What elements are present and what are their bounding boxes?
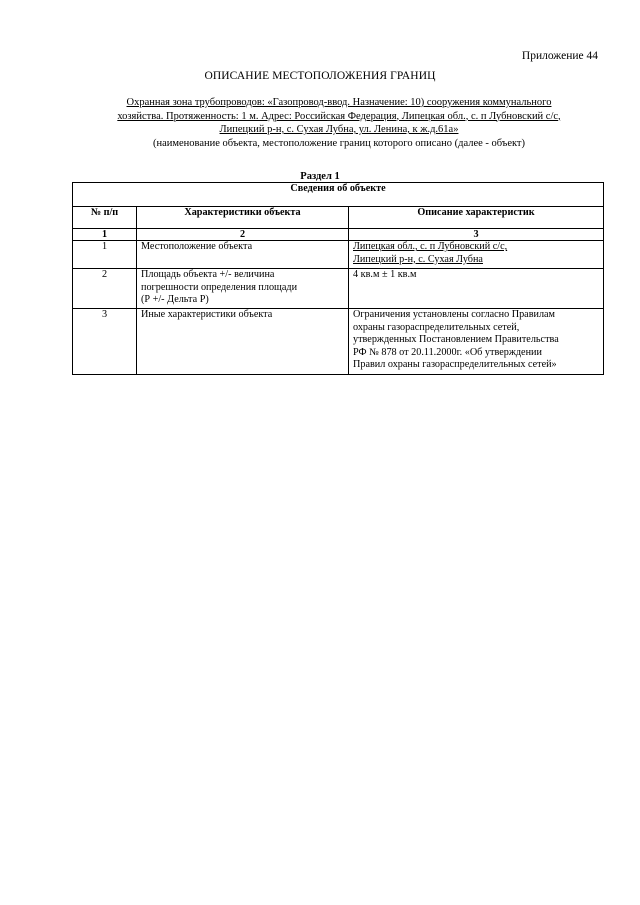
object-line-1: Охранная зона трубопроводов: «Газопровод-ввод. Назначение: 10) сооружения коммунального [126,97,552,108]
object-line-3: Липецкий р-н, с. Сухая Лубна, ул. Ленина, к ж.д.61а» [219,124,459,135]
table-row [73,241,604,269]
characteristic-line: Площадь объекта +/- величина [141,269,275,280]
row-description: 4 кв.м ± 1 кв.м [349,269,604,309]
description-line: Ограничения установлены согласно Правилам [353,309,556,320]
row-number: 2 [73,269,137,309]
column-number-3: 3 [349,229,604,241]
row-characteristic: Иные характеристики объекта [137,309,349,375]
table-row [73,309,604,375]
appendix-label: Приложение 44 [521,50,598,62]
column-header-characteristic: Характеристики объекта [137,207,349,229]
table-row [73,269,604,309]
table-header-row [73,207,604,229]
description-line: Правил охраны газораспределительных сетей» [353,359,557,371]
description-line: Липецкая обл., с. п Лубновский с/с, [353,241,508,252]
object-caption: (наименование объекта, местоположение границ которого описано (далее - объект) [152,137,526,149]
description-line: Липецкий р-н, с. Сухая Лубна [353,253,483,265]
table-caption: Сведения об объекте [73,183,604,207]
column-header-description: Описание характеристик [349,207,604,229]
column-number-1: 1 [73,229,137,241]
row-characteristic [137,269,349,309]
characteristic-line: погрешности определения площади [141,281,298,293]
description-line: охраны газораспределительных сетей, [353,321,520,333]
section-title: Раздел 1 [300,171,340,182]
description-line: РФ № 878 от 20.11.2000г. «Об утверждении [353,346,542,358]
column-number-2: 2 [137,229,349,241]
row-description [349,241,604,269]
document-title: ОПИСАНИЕ МЕСТОПОЛОЖЕНИЯ ГРАНИЦ [204,70,436,82]
row-number: 3 [73,309,137,375]
row-description [349,309,604,375]
row-characteristic: Местоположение объекта [137,241,349,269]
column-number-row [73,229,604,241]
description-line: утвержденных Постановлением Правительства [353,334,559,346]
column-header-num: № п/п [73,207,137,229]
table-caption-row [73,183,604,207]
row-number: 1 [73,241,137,269]
object-line-2: хозяйства. Протяженность: 1 м. Адрес: Российская Федерация, Липецкая обл., с. п Лубновский с/с, [117,110,561,122]
object-description [80,96,598,150]
characteristic-line: (Р +/- Дельта Р) [141,294,209,306]
object-info-table [72,182,604,375]
